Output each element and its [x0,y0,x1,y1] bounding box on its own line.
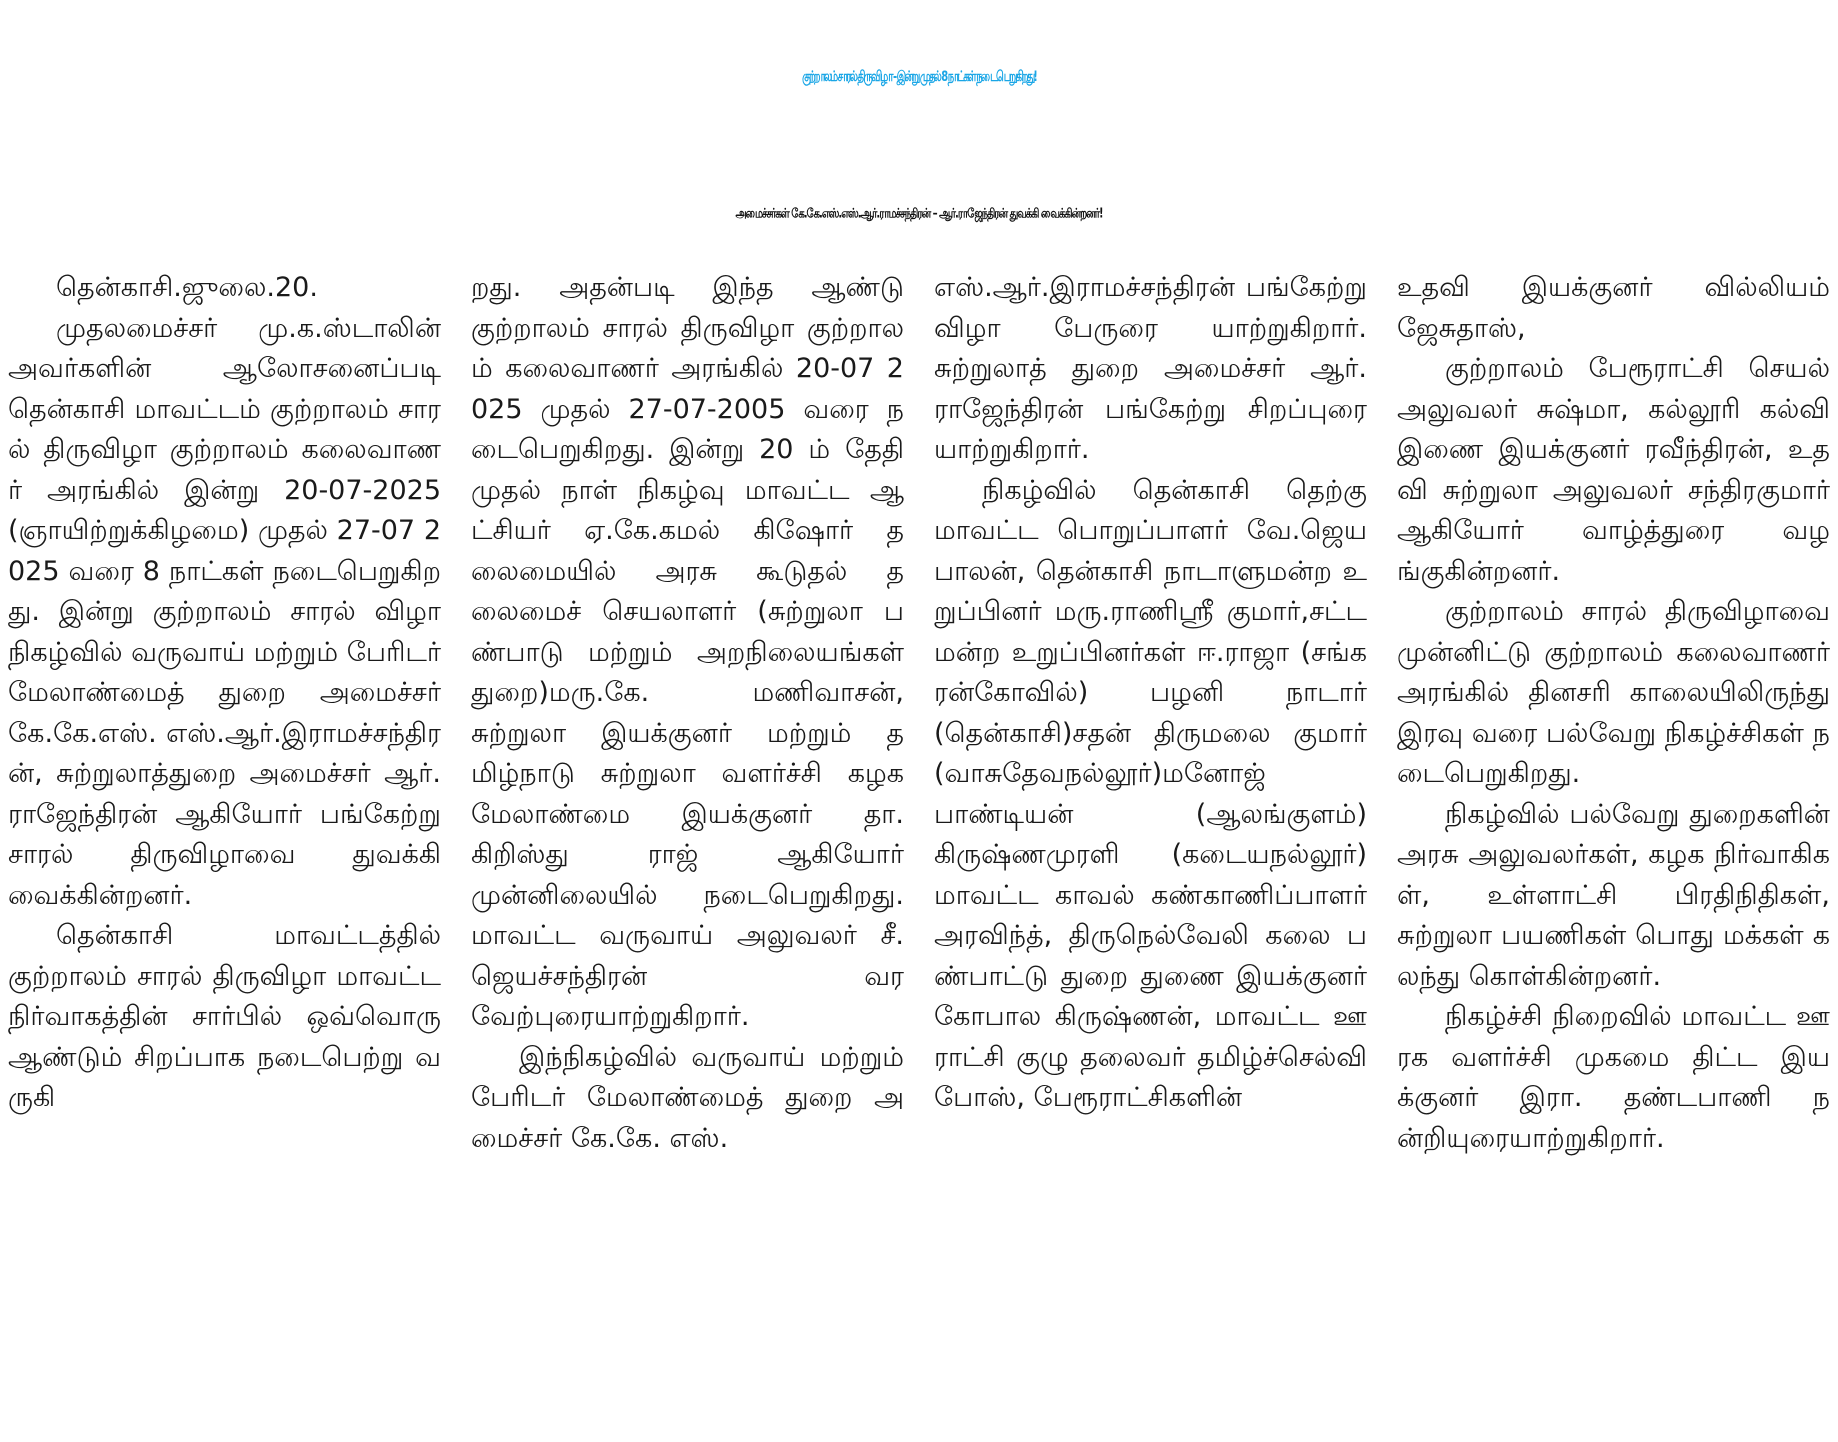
article-column-3 [934,268,1367,1438]
paragraph: எஸ்.ஆர்.இராமச்சந்திரன் பங்கேற்று விழா பேருரை யாற்றுகிறார். சுற்றுலாத் துறை அமைச்சர் ஆர். ராஜேந்திரன் பங்கேற்று சிறப்புரை யாற்றுகிறார். [934,272,1367,465]
dateline: தென்காசி.ஜுலை.20. [56,272,318,303]
headline: குற்றாலம் சாரல் திருவிழா - இன்று முதல் 8 நாட்கள் நடைபெறுகிறது! [802,69,1036,86]
paragraph: நிகழ்வில் பல்வேறு துறைகளின் அரசு அலுவலர்கள், கழக நிர்வாகிகள், உள்ளாட்சி பிரதிநிதிகள், சுற்றுலா பயணிகள் பொது மக்கள் கலந்து கொள்கின்றனர். [1397,798,1830,992]
paragraph: நிகழ்ச்சி நிறைவில் மாவட்ட ஊரக வளர்ச்சி முகமை திட்ட இயக்குனர் இரா. தண்டபாணி நன்றியுரையாற்றுகிறார். [1397,1001,1830,1154]
paragraph: குற்றாலம் பேரூராட்சி செயல் அலுவலர் சுஷ்மா, கல்லூரி கல்வி இணை இயக்குனர் ரவீந்திரன், உதவி சுற்றுலா அலுவலர் சந்திரகுமார் ஆகியோர் வாழ்த்துரை வழங்குகின்றனர். [1397,353,1830,587]
article-column-2 [471,268,904,1438]
paragraph: நிகழ்வில் தென்காசி தெற்கு மாவட்ட பொறுப்பாளர் வே.ஜெயபாலன், தென்காசி நாடாளுமன்ற உறுப்பினர் மரு.ராணிஸ்ரீ குமார்,சட்டமன்ற உறுப்பினர்கள் ஈ.ராஜா (சங்கரன்கோவில்) பழனி நாடார் (தென்காசி)சதன் திருமலை குமார் (வாசுதேவநல்லூர்)மனோஜ் பாண்டியன் (ஆலங்குளம்) கிருஷ்ணமுரளி (கடையநல்லூர்) மாவட்ட காவல் கண்காணிப்பாளர் அரவிந்த், திருநெல்வேலி கலை பண்பாட்டு துறை துணை இயக்குனர் கோபால கிருஷ்ணன், மாவட்ட ஊராட்சி குழு தலைவர் தமிழ்ச்செல்வி போஸ், பேரூராட்சிகளின் [934,474,1367,1113]
paragraph: உதவி இயக்குனர் வில்லியம் ஜேசுதாஸ், [1397,272,1830,344]
article-column-4 [1397,268,1830,1438]
article-column-1 [8,268,441,1438]
paragraph: குற்றாலம் சாரல் திருவிழாவை முன்னிட்டு குற்றாலம் கலைவாணர் அரங்கில் தினசரி காலையிலிருந்து இரவு வரை பல்வேறு நிகழ்ச்சிகள் நடைபெறுகிறது. [1397,596,1830,789]
subheadline: அமைச்சர்கள் கே.கே.எஸ்.எஸ்.ஆர்.ராமச்சந்திரன் – ஆர்.ராஜேந்திரன் துவக்கி வைக்கின்றனர்! [735,207,1103,222]
article-body [8,268,1830,1438]
paragraph: றது. அதன்படி இந்த ஆண்டு குற்றாலம் சாரல் திருவிழா குற்றாலம் கலைவாணர் அரங்கில் 20-07 2025 முதல் 27-07-2005 வரை நடைபெறுகிறது. இன்று 20 ம் தேதி முதல் நாள் நிகழ்வு மாவட்ட ஆட்சியர் ஏ.கே.கமல் கிஷோர் தலைமையில் அரசு கூடுதல் தலைமைச் செயலாளர் (சுற்றுலா பண்பாடு மற்றும் அறநிலையங்கள் துறை)மரு.கே. மணிவாசன், சுற்றுலா இயக்குனர் மற்றும் தமிழ்நாடு சுற்றுலா வளர்ச்சி கழக மேலாண்மை இயக்குனர் தா.கிறிஸ்து ராஜ் ஆகியோர் முன்னிலையில் நடைபெறுகிறது. மாவட்ட வருவாய் அலுவலர் சீ.ஜெயச்சந்திரன் வரவேற்புரையாற்றுகிறார். [471,272,904,1032]
paragraph: முதலமைச்சர் மு.க.ஸ்டாலின் அவர்களின் ஆலோசனைப்படி தென்காசி மாவட்டம் குற்றாலம் சாரல் திருவிழா குற்றாலம் கலைவாணர் அரங்கில் இன்று 20-07-2025 (ஞாயிற்றுக்கிழமை) முதல் 27-07 2025 வரை 8 நாட்கள் நடைபெறுகிறது. இன்று குற்றாலம் சாரல் விழா நிகழ்வில் வருவாய் மற்றும் பேரிடர் மேலாண்மைத் துறை அமைச்சர் கே.கே.எஸ். எஸ்.ஆர்.இராமச்சந்திரன், சுற்றுலாத்துறை அமைச்சர் ஆர்.ராஜேந்திரன் ஆகியோர் பங்கேற்று சாரல் திருவிழாவை துவக்கி வைக்கின்றனர். [8,312,441,911]
paragraph: இந்நிகழ்வில் வருவாய் மற்றும் பேரிடர் மேலாண்மைத் துறை அமைச்சர் கே.கே. எஸ். [471,1041,904,1154]
paragraph: தென்காசி மாவட்டத்தில் குற்றாலம் சாரல் திருவிழா மாவட்ட நிர்வாகத்தின் சார்பில் ஒவ்வொரு ஆண்டும் சிறப்பாக நடைபெற்று வருகி [8,920,441,1113]
